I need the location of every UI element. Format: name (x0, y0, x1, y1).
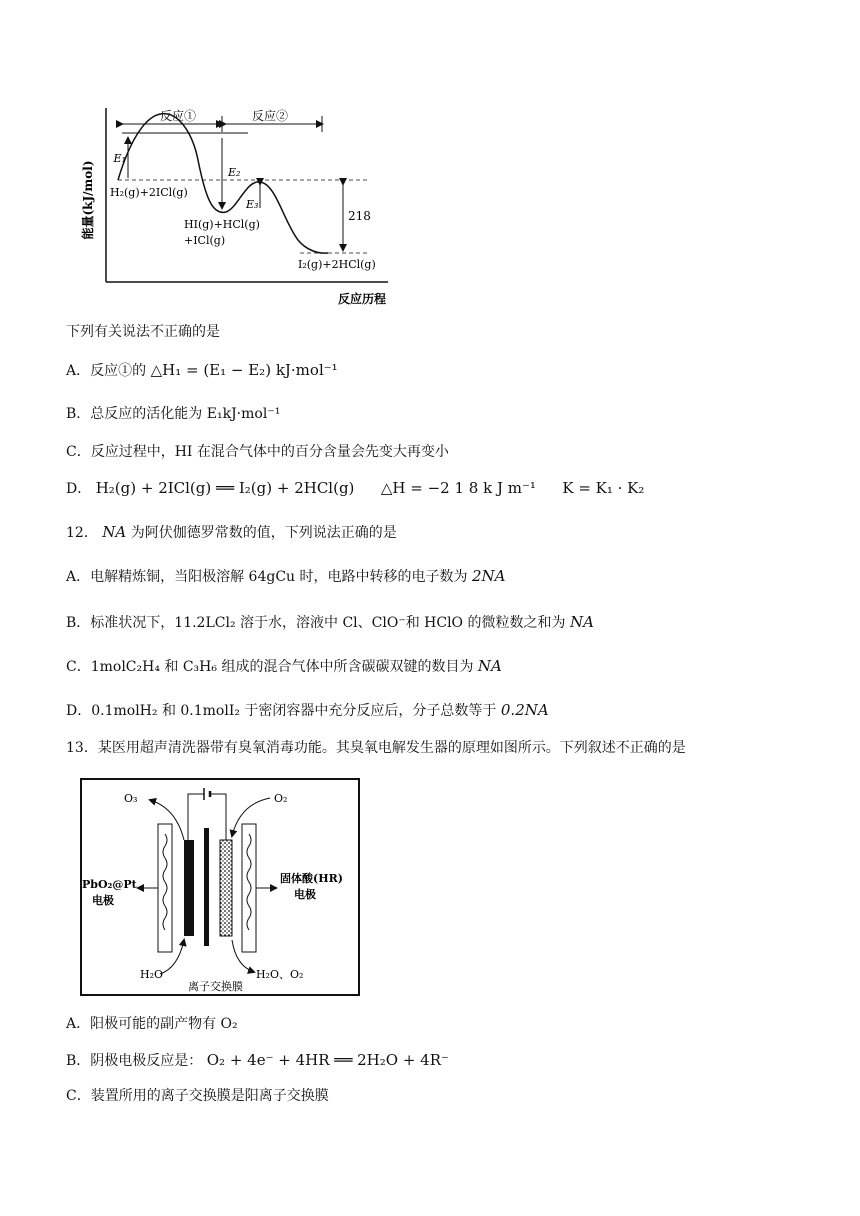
q12-option-a (66, 566, 505, 587)
energy-value-label: 218 (348, 209, 371, 223)
q12-b-text: B．标准状况下，11.2LCl₂ 溶于水，溶液中 Cl、ClO⁻和 HClO 的微粒数之和为 (66, 615, 566, 631)
electrolysis-diagram (80, 778, 362, 998)
left-electrode-label-2: 电极 (92, 894, 114, 907)
reaction2-label: 反应② (251, 109, 289, 123)
e2-label: E₂ (228, 166, 241, 179)
q12-option-c (66, 656, 502, 677)
reaction1-label: 反应① (159, 109, 197, 123)
q11-a-prefix: A．反应①的 (66, 363, 147, 379)
cathode-plate (220, 840, 232, 936)
q13-option-b (66, 1050, 449, 1071)
q13-b-text: B．阴极电极反应是： (66, 1053, 203, 1069)
q12-na: NA (102, 523, 127, 541)
q12-option-d (66, 700, 549, 721)
q12-number: 12． (66, 525, 98, 541)
q11-d-k: K = K₁ · K₂ (562, 479, 645, 497)
q13-b-equation: O₂ + 4e⁻ + 4HR ══ 2H₂O + 4R⁻ (206, 1051, 449, 1069)
intermediate-label-2: +ICl(g) (184, 234, 226, 247)
q11-b-formula: E₁kJ·mol⁻¹ (206, 406, 281, 422)
q12-d-text: D．0.1molH₂ 和 0.1molI₂ 于密闭容器中充分反应后，分子总数等于 (66, 703, 497, 719)
intermediate-label-1: HI(g)+HCl(g) (184, 218, 260, 231)
q12-b-value: NA (569, 613, 594, 631)
q11-option-b (66, 404, 280, 424)
ion-exchange-membrane (204, 828, 209, 946)
q11-option-c: C．反应过程中，HI 在混合气体中的百分含量会先变大再变小 (66, 444, 449, 460)
anode-plate (184, 840, 194, 936)
q11-option-d (66, 478, 644, 499)
q12-c-value: NA (477, 657, 502, 675)
energy-diagram (78, 100, 398, 310)
q12-d-value: 0.2NA (500, 701, 549, 719)
q12-a-text: A．电解精炼铜，当阳极溶解 64gCu 时，电路中转移的电子数为 (66, 569, 468, 585)
q11-option-a (66, 360, 338, 381)
reactants-label: H₂(g)+2ICl(g) (110, 186, 188, 199)
o2-label: O₂ (274, 792, 288, 805)
right-electrode-label-2: 电极 (294, 888, 316, 901)
q13-stem: 13．某医用超声清洗器带有臭氧消毒功能。其臭氧电解发生器的原理如图所示。下列叙述不正确的是 (66, 740, 686, 756)
q12-c-text: C．1molC₂H₄ 和 C₃H₆ 组成的混合气体中所含碳碳双键的数目为 (66, 659, 474, 675)
membrane-label: 离子交换膜 (188, 980, 243, 993)
e3-label: E₃ (246, 198, 259, 211)
q12-stem-rest: 为阿伏伽德罗常数的值，下列说法正确的是 (130, 525, 397, 541)
h2o-o2-label: H₂O、O₂ (256, 968, 304, 981)
y-axis-label: 能量(kJ/mol) (81, 160, 95, 240)
q11-a-formula: △H₁ = (E₁ − E₂) kJ·mol⁻¹ (150, 361, 338, 379)
q12-a-value: 2NA (471, 567, 506, 585)
q13-option-a: A．阳极可能的副产物有 O₂ (66, 1016, 238, 1032)
q11-d-equation: H₂(g) + 2ICl(g) ══ I₂(g) + 2HCl(g) (95, 479, 355, 497)
q11-b-prefix: B．总反应的活化能为 (66, 406, 203, 422)
right-electrode-label-1: 固体酸(HR) (280, 872, 343, 885)
q13-option-c: C．装置所用的离子交换膜是阳离子交换膜 (66, 1088, 329, 1104)
o3-label: O₃ (124, 792, 138, 805)
h2o-label: H₂O (140, 968, 164, 981)
left-electrode-label-1: PbO₂@Pt (82, 878, 137, 891)
e1-label: E₁ (113, 152, 126, 165)
q11-stem: 下列有关说法不正确的是 (66, 324, 220, 340)
x-axis-label: 反应历程 (337, 292, 387, 306)
q12-stem (66, 522, 397, 543)
q11-d-enthalpy: △H = −2 1 8 k J m⁻¹ (380, 479, 536, 497)
q12-option-b (66, 612, 594, 633)
energy-curve (118, 114, 328, 253)
products-label: I₂(g)+2HCl(g) (298, 258, 376, 271)
q11-d-prefix: D． (66, 481, 92, 497)
